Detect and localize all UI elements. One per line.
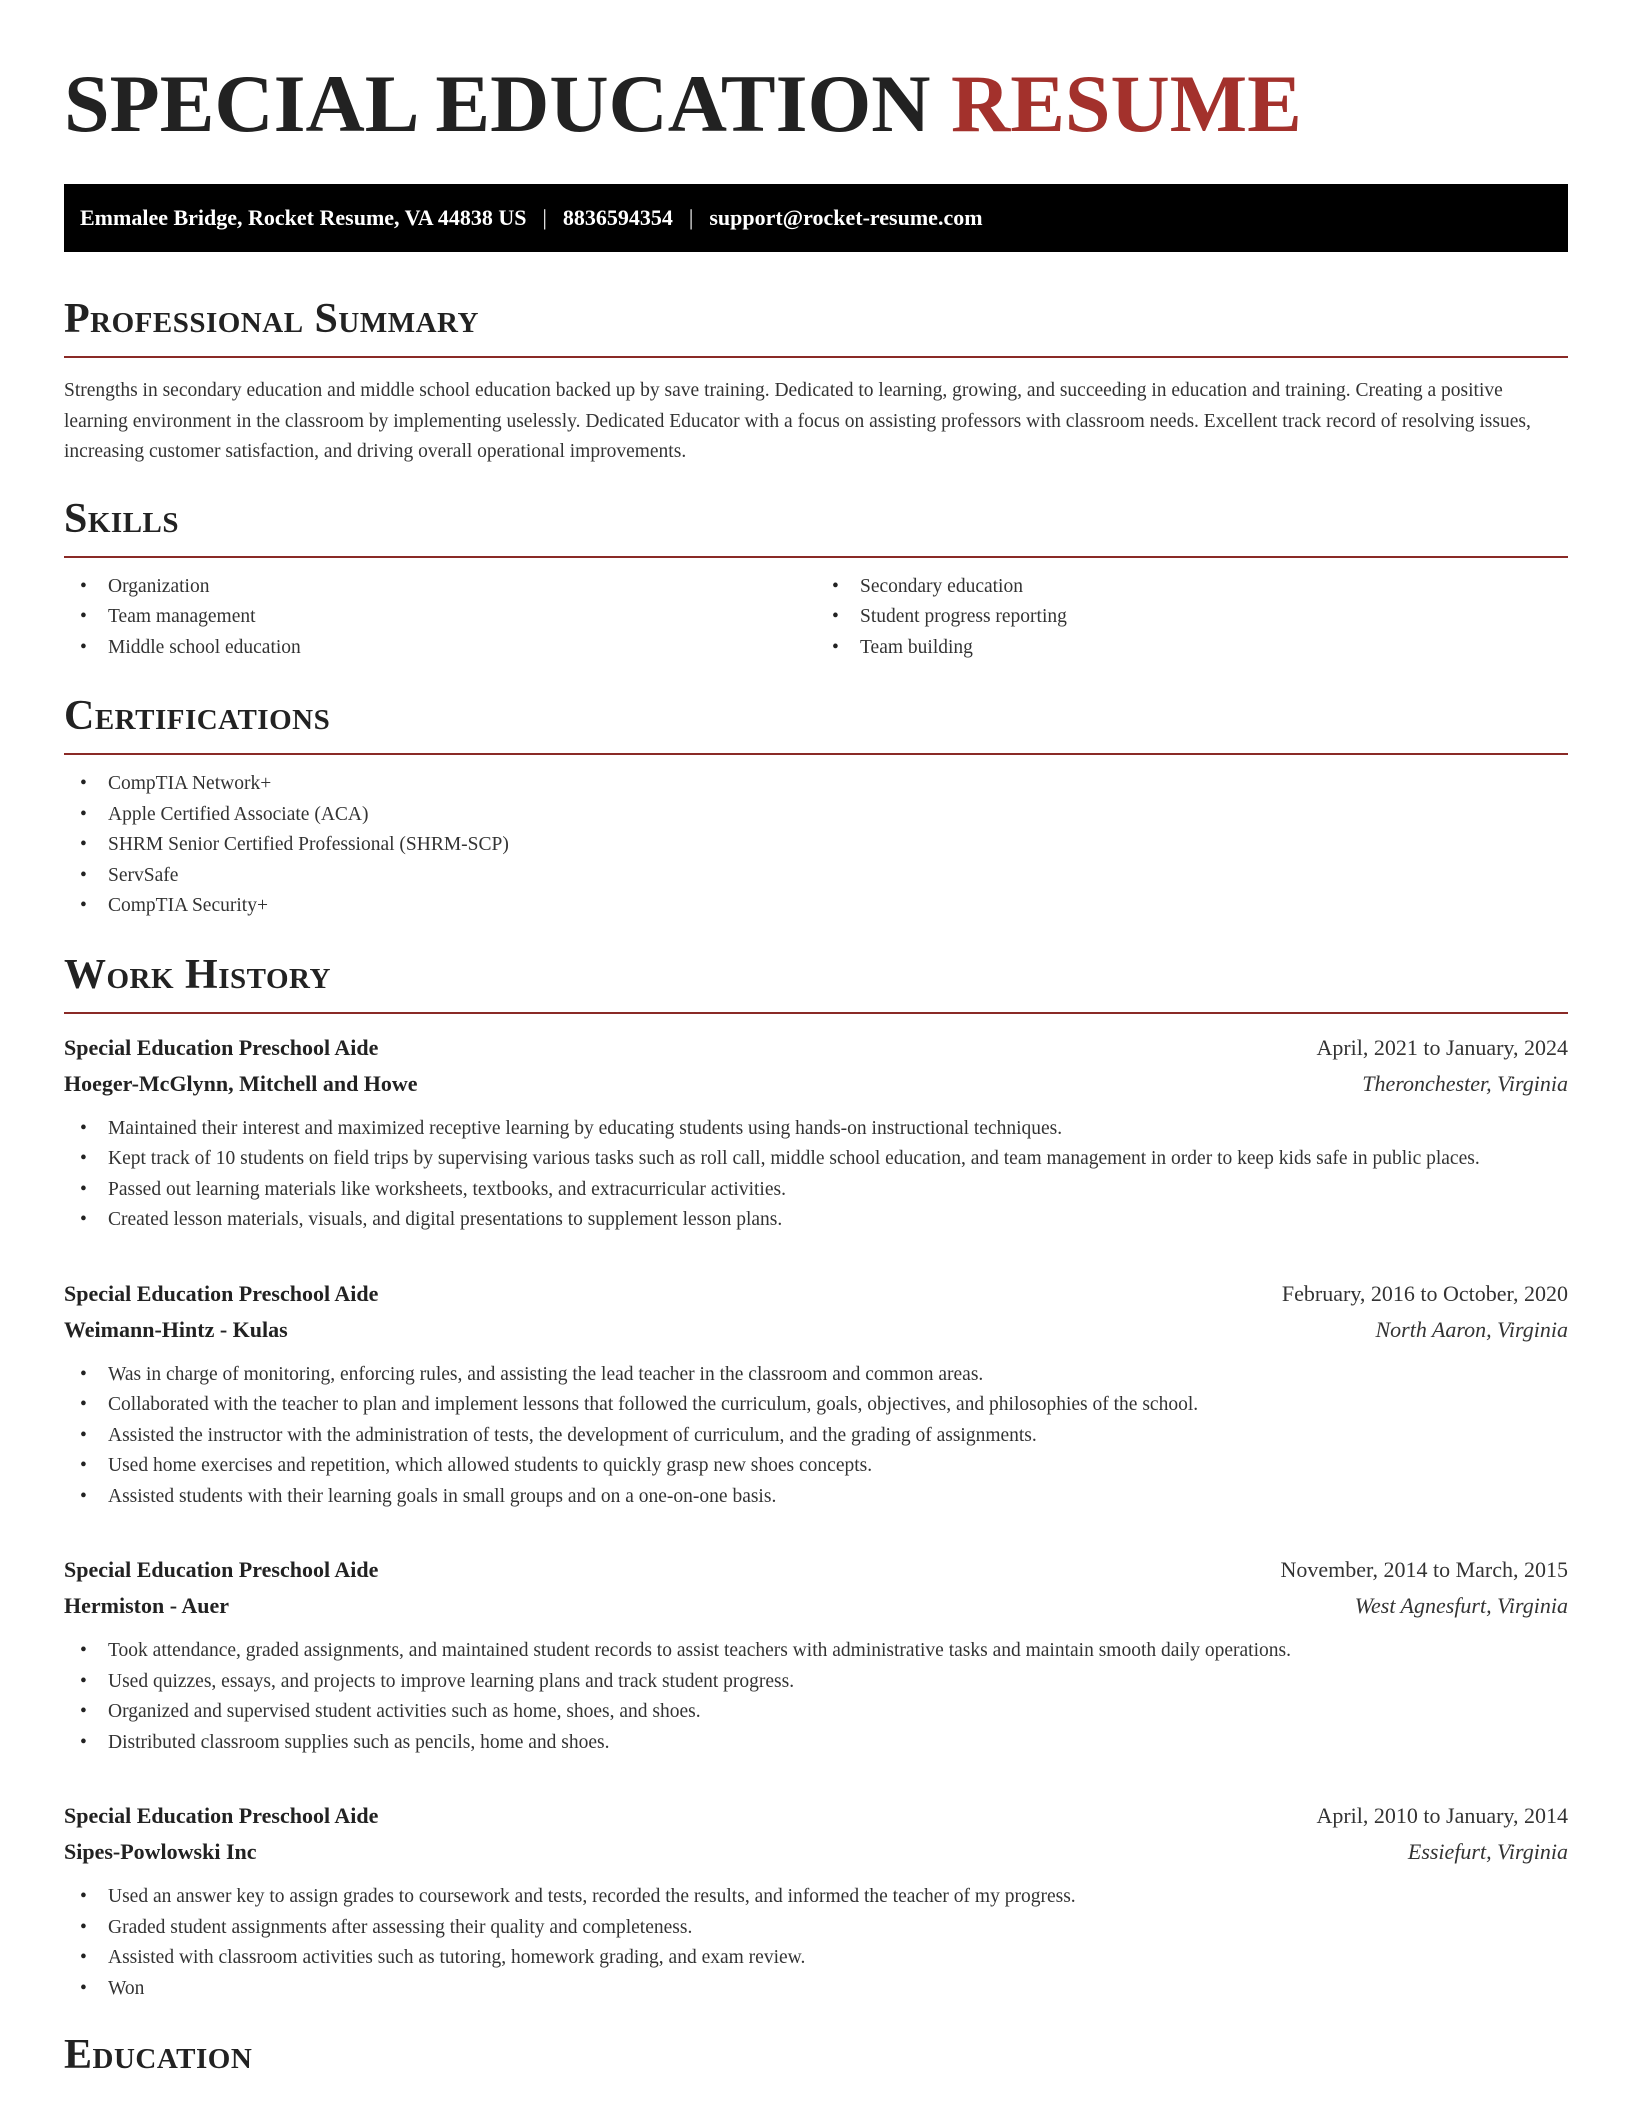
job-company: Sipes-Powlowski Inc [64,1839,257,1864]
job-company: Weimann-Hintz - Kulas [64,1316,288,1342]
job-company: Hoeger-McGlynn, Mitchell and Howe [64,1070,418,1096]
job-dates: February, 2016 to October, 2020 [1281,1280,1568,1306]
list-item: • Student progress reporting [816,602,1568,633]
list-item: • Kept track of 10 students on field trips by supervising various tasks such as roll call, middle school education, and team management in order to keep kids safe in public places. [64,1144,1568,1175]
list-item: • Middle school education [64,633,816,664]
skills-list-right [816,572,1568,664]
list-item: • Assisted the instructor with the administration of tests, the development of curriculum, and the grading of assignments. [64,1421,1568,1452]
list-item: • Created lesson materials, visuals, and digital presentations to supplement lesson plans. [64,1205,1568,1236]
job-title: Special Education Preschool Aide [64,1034,379,1060]
job-entry [64,1552,1568,1758]
job-bullets [64,1360,1568,1513]
list-item: • Assisted students with their learning goals in small groups and on a one-on-one basis. [64,1482,1568,1513]
certifications-section [64,693,1568,922]
summary-section [64,296,1568,468]
list-item: • Used home exercises and repetition, which allowed students to quickly grasp new shoes concepts. [64,1451,1568,1482]
skills-section [64,496,1568,664]
job-title: Special Education Preschool Aide [64,1557,379,1582]
list-item: • Organization [64,572,816,603]
contact-separator: | [688,205,694,230]
job-title: Special Education Preschool Aide [64,1803,379,1828]
list-item: • Was in charge of monitoring, enforcing rules, and assisting the lead teacher in the classroom and common areas. [64,1360,1568,1391]
job-bullets [64,1636,1568,1758]
job-bullets [64,1882,1568,2004]
job-location: North Aaron, Virginia [1375,1316,1568,1342]
job-location: West Agnesfurt, Virginia [1354,1593,1568,1618]
title-accent: RESUME [951,58,1302,149]
certifications-list [64,769,1568,922]
job-bullets [64,1114,1568,1236]
contact-bar [64,184,1568,252]
job-location: Theronchester, Virginia [1362,1070,1568,1096]
list-item: • Apple Certified Associate (ACA) [64,800,1568,831]
list-item: • Maintained their interest and maximized receptive learning by educating students using hands-on instructional techniques. [64,1114,1568,1145]
education-section [64,2032,1568,2078]
skills-grid [64,558,1568,664]
list-item: • Used an answer key to assign grades to coursework and tests, recorded the results, and informed the teacher of my progress. [64,1882,1568,1913]
title-main: SPECIAL EDUCATION [64,58,931,149]
job-title: Special Education Preschool Aide [64,1280,379,1306]
job-company: Hermiston - Auer [64,1593,229,1618]
section-divider [64,753,1568,755]
list-item: • Collaborated with the teacher to plan and implement lessons that followed the curriculum, goals, objectives, and philosophies of the school. [64,1390,1568,1421]
section-divider [64,1012,1568,1014]
list-item: • Secondary education [816,572,1568,603]
job-dates: April, 2021 to January, 2024 [1316,1034,1568,1060]
list-item: • Graded student assignments after assessing their quality and completeness. [64,1913,1568,1944]
list-item: • Used quizzes, essays, and projects to improve learning plans and track student progress. [64,1667,1568,1698]
contact-separator: | [542,205,547,230]
list-item: • Organized and supervised student activities such as home, shoes, and shoes. [64,1697,1568,1728]
list-item: • CompTIA Security+ [64,891,1568,922]
list-item: • Passed out learning materials like worksheets, textbooks, and extracurricular activities. [64,1175,1568,1206]
skills-heading: Skills [64,495,180,542]
summary-heading: Professional Summary [64,296,479,342]
job-dates: April, 2010 to January, 2014 [1316,1803,1568,1828]
job-dates: November, 2014 to March, 2015 [1280,1557,1568,1582]
list-item: • CompTIA Network+ [64,769,1568,800]
resume-title [64,58,1568,150]
job-entry [64,1798,1568,2004]
contact-email[interactable]: support@rocket-resume.com [709,205,983,230]
work-history-section [64,952,1568,2005]
education-heading: Education [64,2032,253,2078]
list-item: • Team management [64,602,816,633]
contact-address: Emmalee Bridge, Rocket Resume, VA 44838 US [80,205,527,230]
list-item: • Team building [816,633,1568,664]
list-item: • Won [64,1974,1568,2005]
job-location: Essiefurt, Virginia [1407,1839,1568,1864]
list-item: • Took attendance, graded assignments, and maintained student records to assist teachers with administrative tasks and maintain smooth daily operations. [64,1636,1568,1667]
certifications-heading: Certifications [64,693,331,739]
job-entry [64,1276,1568,1513]
job-entry [64,1030,1568,1236]
contact-phone[interactable]: 8836594354 [562,205,673,230]
section-divider [64,356,1568,358]
list-item: • Distributed classroom supplies such as pencils, home and shoes. [64,1728,1568,1759]
list-item: • SHRM Senior Certified Professional (SHRM-SCP) [64,830,1568,861]
list-item: • Assisted with classroom activities such as tutoring, homework grading, and exam review. [64,1943,1568,1974]
skills-list-left [64,572,816,664]
list-item: • ServSafe [64,861,1568,892]
summary-text: Strengths in secondary education and middle school education backed up by save training. Dedicated to learning, growing, and succeeding in education and training. Creating a positive learning environment in the classroom by implementing uselessly. Dedicated Educator with a focus on assisting professors with classroom needs. Excellent track record of resolving issues, increasing customer satisfaction, and driving overall operational improvements. [64,380,1531,462]
work-history-heading: Work History [64,951,331,998]
